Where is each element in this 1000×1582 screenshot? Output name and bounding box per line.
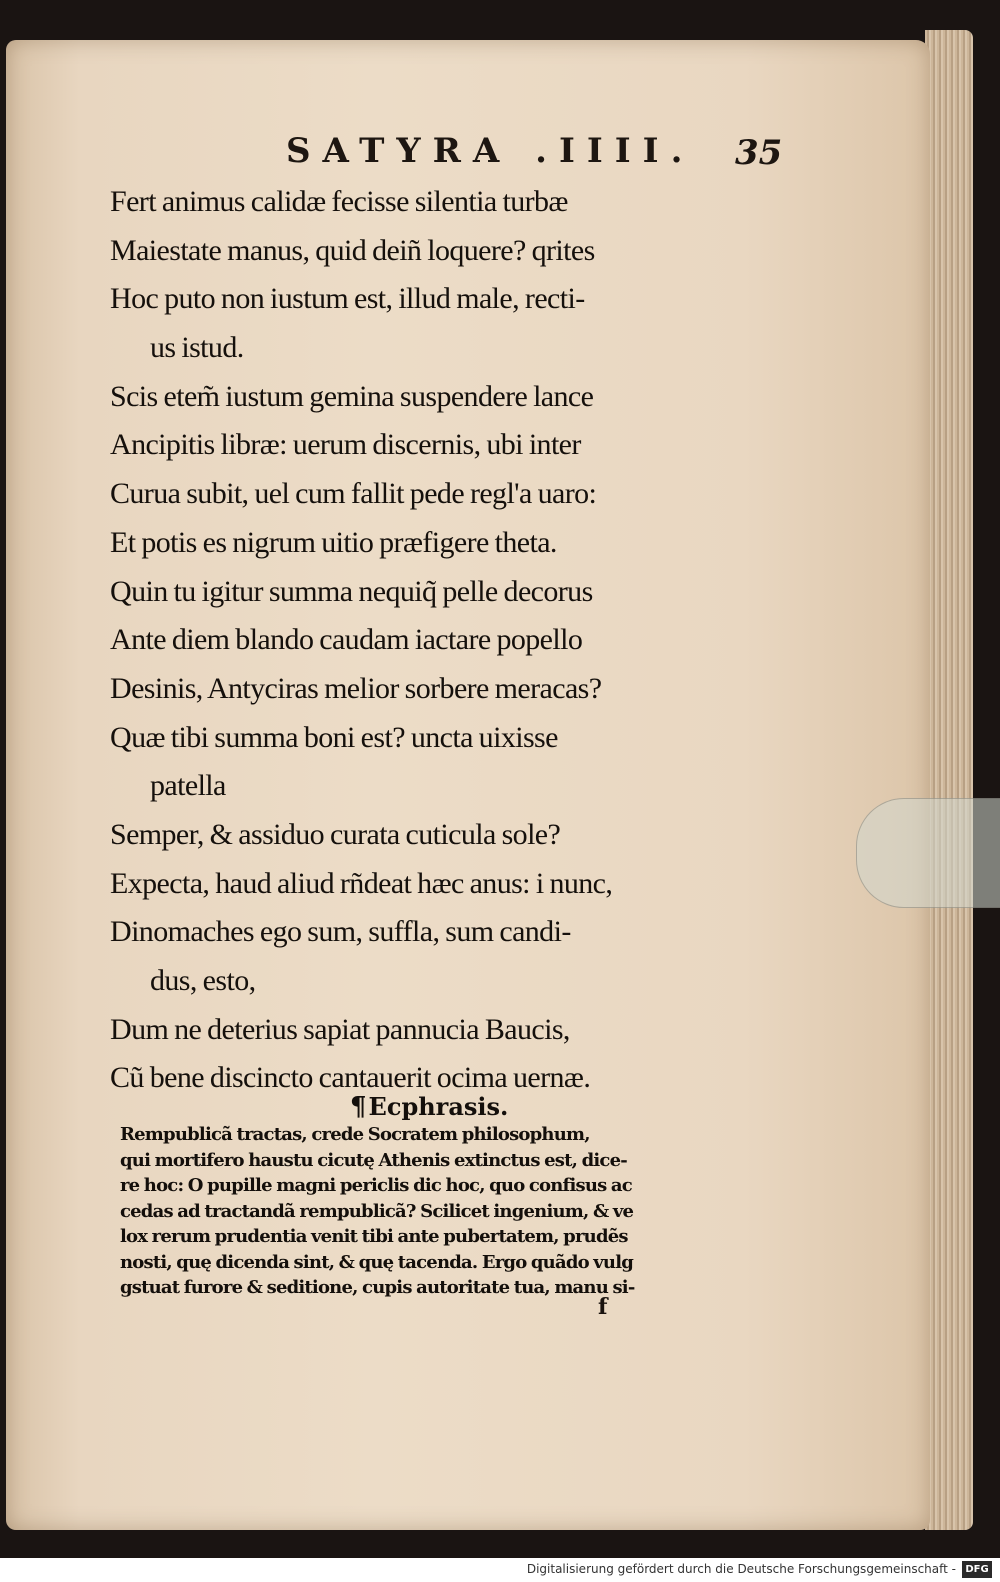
verse-line: Dum ne deterius sapiat pannucia Baucis,	[110, 1012, 570, 1046]
commentary-line: nosti, quę dicenda sint, & quę tacenda. Ergo quãdo vulg	[120, 1251, 634, 1273]
verse-line: Fert animus calidæ fecisse silentia turbæ	[110, 185, 568, 218]
digitization-footer	[0, 1558, 1000, 1582]
verse-line: Expecta, haud aliud rñdeat hæc anus: i nunc,	[110, 866, 613, 900]
verse-line: Hoc puto non iustum est, illud male, recti-	[110, 282, 585, 316]
folio-number: 35	[735, 133, 783, 173]
page-clip	[856, 798, 1000, 908]
verse-line: Cũ bene discincto cantauerit ocima uernæ.	[110, 1061, 591, 1095]
commentary-line: gstuat furore & seditione, cupis autoritate tua, manu si-	[120, 1277, 635, 1298]
verse-line: Scis etem̃ iustum gemina suspendere lance	[110, 379, 594, 413]
verse-block	[110, 178, 750, 1103]
commentary-line: cedas ad tractandã rempublicã? Scilicet ingenium, & ve	[120, 1200, 634, 1222]
verse-line: Quæ tibi summa boni est? uncta uixisse	[110, 720, 558, 754]
verse-line: Desinis, Antyciras melior sorbere meracas?	[110, 671, 602, 705]
verse-line: Maiestate manus, quid deiñ loquere? qrites	[110, 233, 595, 267]
page-header	[270, 125, 790, 185]
verse-line: patella	[150, 769, 226, 803]
verse-line: Et potis es nigrum uitio præfigere theta.	[110, 525, 557, 559]
pilcrow-icon: ¶	[350, 1092, 367, 1122]
ecphrasis-commentary	[120, 1092, 740, 1301]
running-title: SATYRA .IIII.	[286, 131, 695, 171]
verse-line: dus, esto,	[150, 964, 256, 997]
commentary-line: lox rerum prudentia venit tibi ante pubertatem, prudẽs	[120, 1226, 628, 1247]
ecphrasis-heading-text: Ecphrasis.	[368, 1092, 509, 1121]
ecphrasis-heading	[120, 1092, 740, 1122]
verse-line: Quin tu igitur summa nequiq̃ pelle decorus	[110, 574, 593, 608]
commentary-text	[120, 1122, 740, 1301]
commentary-line: re hoc: O pupille magni periclis dic hoc, quo confisus ac	[120, 1175, 632, 1196]
verse-line: Dinomaches ego sum, suffla, sum candi-	[110, 915, 571, 949]
verse-line: Ancipitis libræ: uerum discernis, ubi inter	[110, 428, 581, 462]
signature-mark: f	[598, 1294, 608, 1320]
verse-line: us istud.	[150, 331, 244, 365]
commentary-line: Rempublicã tractas, crede Socratem philosophum,	[120, 1124, 590, 1145]
page-edges	[925, 30, 973, 1530]
verse-line: Curua subit, uel cum fallit pede regl'a uaro:	[110, 477, 597, 511]
verse-line: Semper, & assiduo curata cuticula sole?	[110, 817, 561, 851]
verse-line: Ante diem blando caudam iactare popello	[110, 623, 583, 657]
footer-credit: Digitalisierung gefördert durch die Deutsche Forschungsgemeinschaft -	[526, 1562, 956, 1576]
dfg-logo: DFG	[962, 1561, 992, 1578]
commentary-line: qui mortifero haustu cicutę Athenis extinctus est, dice-	[120, 1149, 627, 1171]
